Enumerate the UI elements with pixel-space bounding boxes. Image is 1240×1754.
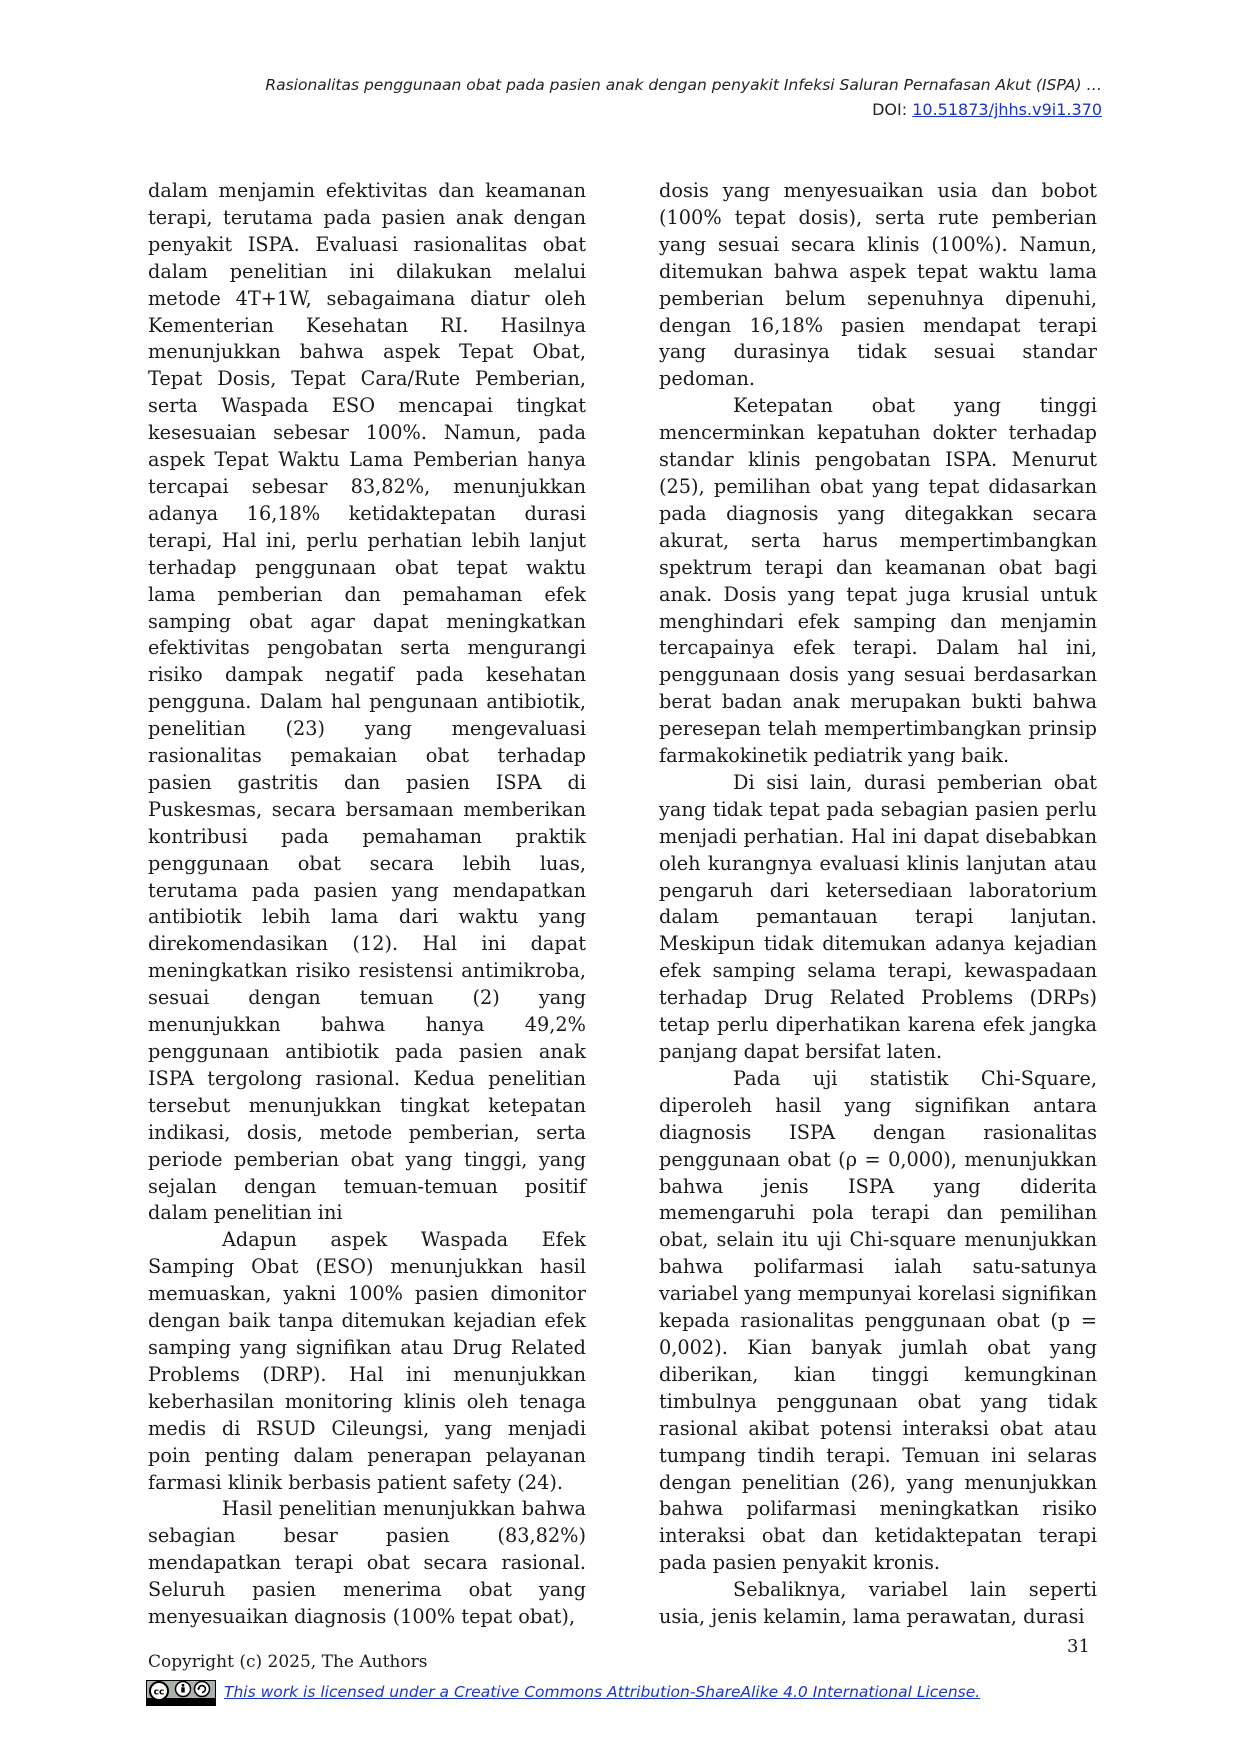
doi-link[interactable]: 10.51873/jhhs.v9i1.370 <box>912 100 1102 119</box>
paragraph: Pada uji statistik Chi-Square, diperoleh hasil yang signifikan antara diagnosis ISPA dengan rasionalitas penggunaan obat (ρ = 0,000), menunjukkan bahwa jenis ISPA yang diderita memengaruhi pola terapi dan pemilihan obat, selain itu uji Chi-square menunjukkan bahwa polifarmasi ialah satu-satunya variabel yang mempunyai korelasi signifikan kepada rasionalitas penggunaan obat (p = 0,002). Kian banyak jumlah obat yang diberikan, kian tinggi kemungkinan timbulnya penggunaan obat yang tidak rasional akibat potensi interaksi obat atau tumpang tindih terapi. Temuan ini selaras dengan penelitian (26), yang menunjukkan bahwa polifarmasi meningkatkan risiko interaksi obat dan ketidaktepatan terapi pada pasien penyakit kronis. <box>659 1066 1097 1575</box>
license-link[interactable]: This work is licensed under a Creative Commons Attribution-ShareAlike 4.0 International License. <box>224 1683 981 1701</box>
running-title: Rasionalitas penggunaan obat pada pasien anak dengan penyakit Infeksi Saluran Pernafasan Akut (ISPA) … <box>265 76 1102 94</box>
left-column <box>148 178 586 1631</box>
cc-by-sa-badge-icon[interactable] <box>146 1680 216 1706</box>
paragraph: Ketepatan obat yang tinggi mencerminkan kepatuhan dokter terhadap standar klinis pengobatan ISPA. Menurut (25), pemilihan obat yang tepat didasarkan pada diagnosis yang ditegakkan secara akurat, serta harus mempertimbangkan spektrum terapi dan keamanan obat bagi anak. Dosis yang tepat juga krusial untuk menghindari efek samping dan menjamin tercapainya efek terapi. Dalam hal ini, penggunaan dosis yang sesuai berdasarkan berat badan anak merupakan bukti bahwa peresepan telah mempertimbangkan prinsip farmakokinetik pediatrik yang baik. <box>659 394 1097 768</box>
paragraph: Hasil penelitian menunjukkan bahwa sebagian besar pasien (83,82%) mendapatkan terapi obat secara rasional. Seluruh pasien menerima obat yang menyesuaikan diagnosis (100% tepat obat), <box>148 1497 586 1629</box>
doi-label: DOI: <box>872 100 913 119</box>
copyright-notice: Copyright (c) 2025, The Authors <box>148 1652 428 1672</box>
paragraph: Sebaliknya, variabel lain seperti usia, jenis kelamin, lama perawatan, durasi <box>659 1578 1097 1629</box>
svg-text:cc: cc <box>153 1687 165 1698</box>
paragraph: Di sisi lain, durasi pemberian obat yang tidak tepat pada sebagian pasien perlu menjadi perhatian. Hal ini dapat disebabkan oleh kurangnya evaluasi klinis lanjutan atau pengaruh dari ketersediaan laboratorium dalam pemantauan terapi lanjutan. Meskipun tidak ditemukan adanya kejadian efek samping selama terapi, kewaspadaan terhadap Drug Related Problems (DRPs) tetap perlu diperhatikan karena efek jangka panjang dapat bersifat laten. <box>659 770 1097 1063</box>
page-number: 31 <box>1067 1636 1090 1657</box>
doi-line <box>872 100 1102 119</box>
right-column <box>659 178 1097 1631</box>
paragraph: Adapun aspek Waspada Efek Samping Obat (ESO) menunjukkan hasil memuaskan, yakni 100% pasien dimonitor dengan baik tanpa ditemukan kejadian efek samping yang signifikan atau Drug Related Problems (DRP). Hal ini menunjukkan keberhasilan monitoring klinis oleh tenaga medis di RSUD Cileungsi, yang menjadi poin penting dalam penerapan pelayanan farmasi klinik berbasis patient safety (24). <box>148 1228 586 1494</box>
paragraph: dalam menjamin efektivitas dan keamanan terapi, terutama pada pasien anak dengan penyakit ISPA. Evaluasi rasionalitas obat dalam penelitian ini dilakukan melalui metode 4T+1W, sebagaimana diatur oleh Kementerian Kesehatan RI. Hasilnya menunjukkan bahwa aspek Tepat Obat, Tepat Dosis, Tepat Cara/Rute Pemberian, serta Waspada ESO mencapai tingkat kesesuaian sebesar 100%. Namun, pada aspek Tepat Waktu Lama Pemberian hanya tercapai sebesar 83,82%, menunjukkan adanya 16,18% ketidaktepatan durasi terapi, Hal ini, perlu perhatian lebih lanjut terhadap penggunaan obat tepat waktu lama pemberian dan pemahaman efek samping obat agar dapat meningkatkan efektivitas pengobatan serta mengurangi risiko dampak negatif pada kesehatan pengguna. Dalam hal pengunaan antibiotik, penelitian (23) yang mengevaluasi rasionalitas pemakaian obat terhadap pasien gastritis dan pasien ISPA di Puskesmas, secara bersamaan memberikan kontribusi pada pemahaman praktik penggunaan obat secara lebih luas, terutama pada pasien yang mendapatkan antibiotik lebih lama dari waktu yang direkomendasikan (12). Hal ini dapat meningkatkan risiko resistensi antimikroba, sesuai dengan temuan (2) yang menunjukkan bahwa hanya 49,2% penggunaan antibiotik pada pasien anak ISPA tergolong rasional. Kedua penelitian tersebut menunjukkan tingkat ketepatan indikasi, dosis, metode pemberian, serta periode pemberian obat yang tinggi, yang sejalan dengan temuan-temuan positif dalam penelitian ini <box>148 179 586 1225</box>
paragraph: dosis yang menyesuaikan usia dan bobot (100% tepat dosis), serta rute pemberian yang sesuai secara klinis (100%). Namun, ditemukan bahwa aspek tepat waktu lama pemberian belum sepenuhnya dipenuhi, dengan 16,18% pasien mendapat terapi yang durasinya tidak sesuai standar pedoman. <box>659 179 1097 391</box>
